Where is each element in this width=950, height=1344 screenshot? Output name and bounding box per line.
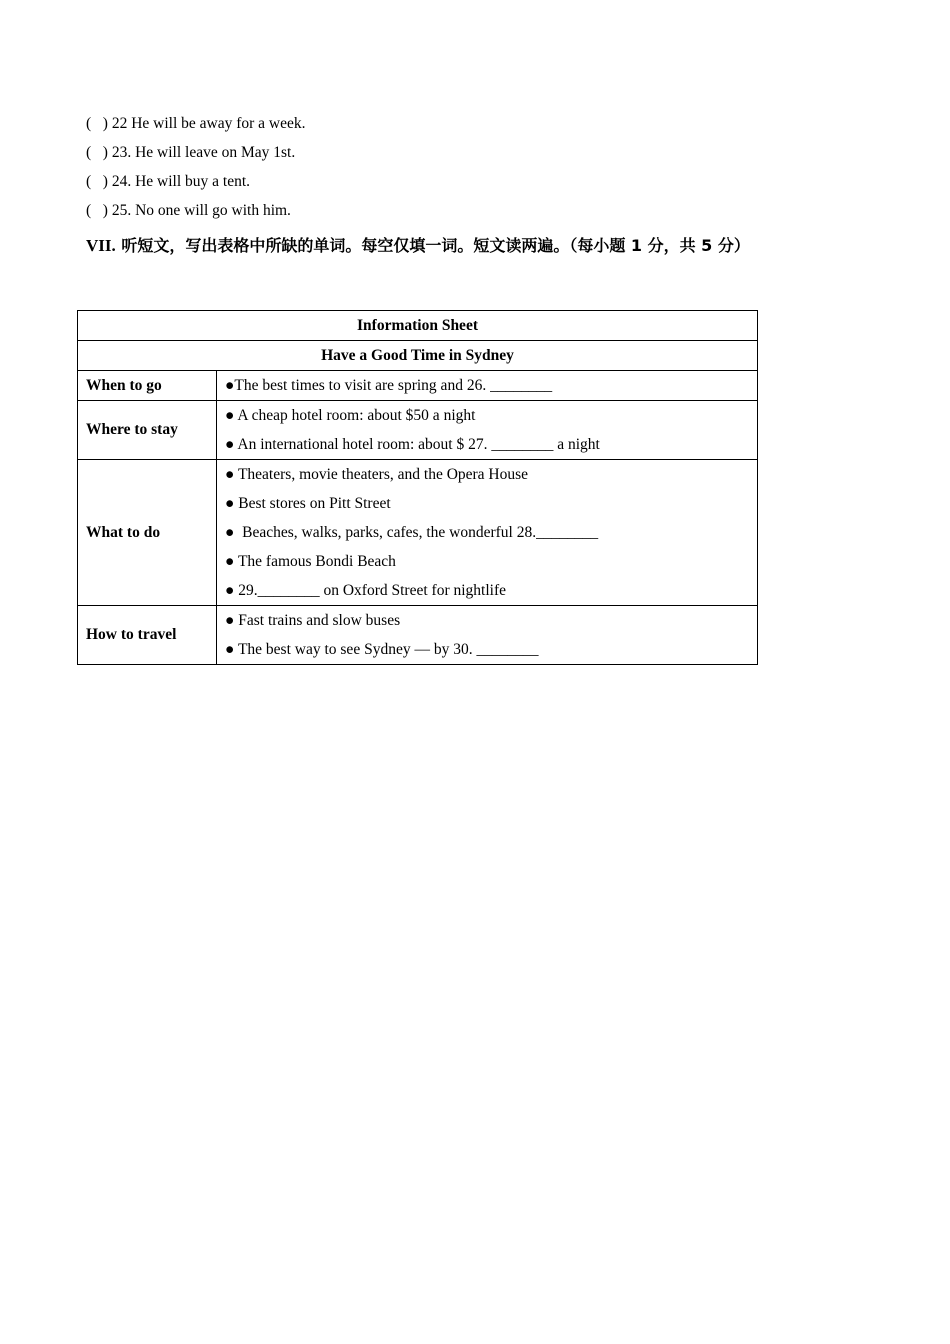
row-content-when [217,371,758,401]
row-label-how: How to travel [78,606,217,665]
info-line: ● A cheap hotel room: about $50 a night [225,407,476,424]
info-line: ● The best way to see Sydney — by 30. ________ [225,641,539,658]
section-number: VII. [86,236,116,255]
table-title: Information Sheet [78,311,758,341]
question-25: ( ) 25. No one will go with him. [86,202,291,219]
info-line: ● Beaches, walks, parks, cafes, the wonderful 28.________ [225,524,599,541]
table-row [78,401,758,460]
row-content-where [217,401,758,460]
table-subtitle: Have a Good Time in Sydney [78,341,758,371]
section-instruction: 听短文，写出表格中所缺的单词。每空仅填一词。短文读两遍。（每小题 1 分，共 5 分） [115,236,750,255]
table-row [78,460,758,606]
question-24: ( ) 24. He will buy a tent. [86,173,251,190]
info-line: ●The best times to visit are spring and 26. ________ [225,377,553,394]
table-row [78,606,758,665]
info-line: ● The famous Bondi Beach [225,553,396,570]
question-22: ( ) 22 He will be away for a week. [86,115,306,132]
info-line: ● Best stores on Pitt Street [225,495,391,512]
row-label-what: What to do [78,460,217,606]
table-row [78,371,758,401]
info-line: ● Fast trains and slow buses [225,612,401,629]
row-label-when: When to go [78,371,217,401]
row-content-how [217,606,758,665]
info-line: ● Theaters, movie theaters, and the Opera House [225,466,529,483]
info-line: ● 29.________ on Oxford Street for nightlife [225,582,506,599]
row-content-what [217,460,758,606]
table-subtitle-row [78,341,758,371]
info-line: ● An international hotel room: about $ 27. ________ a night [225,436,600,453]
table-title-row [78,311,758,341]
question-23: ( ) 23. He will leave on May 1st. [86,144,296,161]
row-label-where: Where to stay [78,401,217,460]
information-sheet-table [77,310,758,665]
section-heading [86,233,750,256]
